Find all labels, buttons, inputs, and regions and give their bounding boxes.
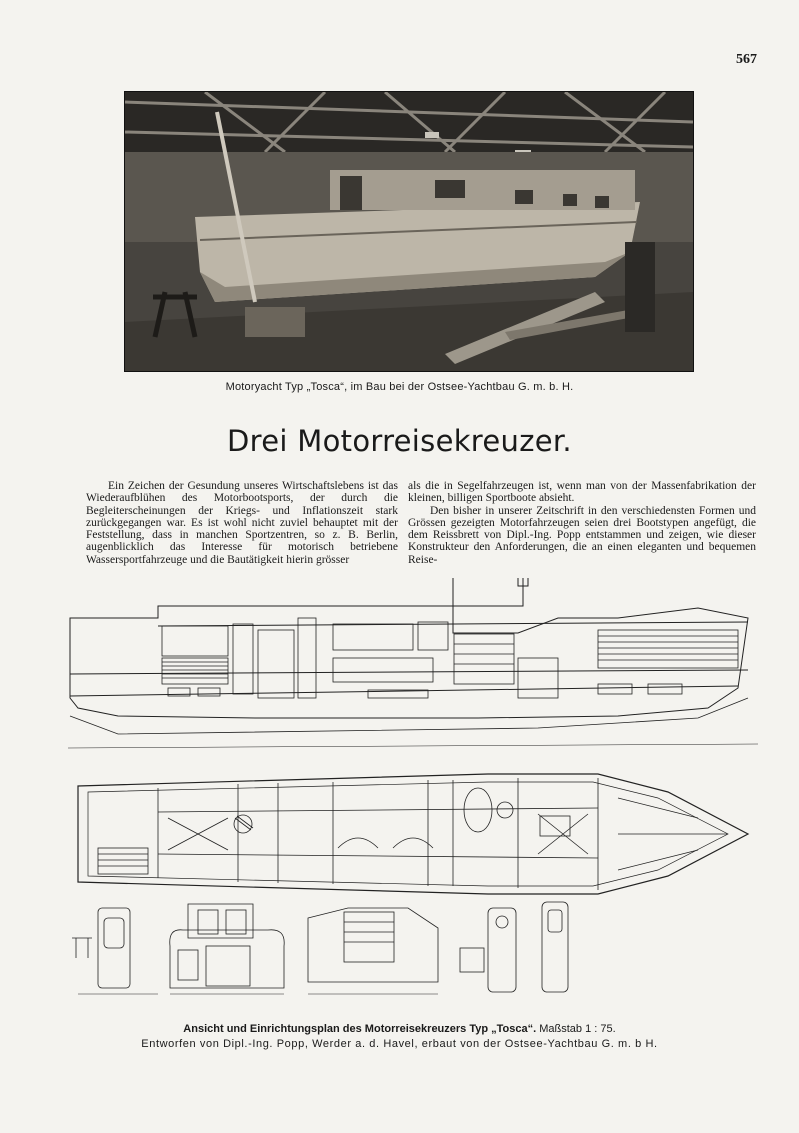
plan-caption [0, 1022, 799, 1052]
plan-caption-credits: Entworfen von Dipl.-Ing. Popp, Werder a. d. Havel, erbaut von der Ostsee-Yachtbau G. m. b H. [141, 1038, 658, 1050]
page-number: 567 [736, 52, 757, 67]
boat-construction-plan [58, 578, 758, 1008]
article-paragraph: als die in Segelfahrzeugen ist, wenn man von der Massenfabrikation der kleinen, billigen Sportboote absieht. [408, 480, 756, 505]
article-title: Drei Motorreisekreuzer. [227, 424, 572, 458]
plan-caption-title: Ansicht und Einrichtungsplan des Motorreisekreuzers Typ „Tosca“. [183, 1023, 537, 1035]
yacht-construction-photo [124, 91, 694, 372]
section-drawings [72, 902, 568, 994]
side-elevation-drawing [68, 578, 758, 748]
photo-caption: Motoryacht Typ „Tosca“, im Bau bei der Ostsee-Yachtbau G. m. b. H. [225, 381, 574, 393]
article-column-left: Ein Zeichen der Gesundung unseres Wirtschaftslebens ist das Wiederaufblühen des Motorbootsports, der durch die Begleiterscheinungen der Kriegs- und Inflationszeit stark zurückgegangen war. Es ist wohl nicht zuviel behauptet mit der Feststellung, dass in manchen Sportzentren, so z. B. Berlin, augenblicklich das Interesse für motorisch betriebene Wassersportfahrzeuge und die Bautätigkeit hierin grösser [86, 480, 398, 566]
deck-plan-drawing [78, 774, 748, 894]
article-paragraph: Den bisher in unserer Zeitschrift in den verschiedensten Formen und Grössen gezeigten Motorfahrzeugen seien drei Bootstypen angefügt, die dem Reissbrett von Dipl.-Ing. Popp entstammen und zeigen, wie dieser Konstrukteur den Anforderungen, die an einen eleganten und bequemen Reise- [408, 504, 756, 566]
article-column-right [408, 480, 756, 566]
plan-caption-scale: Maßstab 1 : 75. [539, 1023, 616, 1035]
